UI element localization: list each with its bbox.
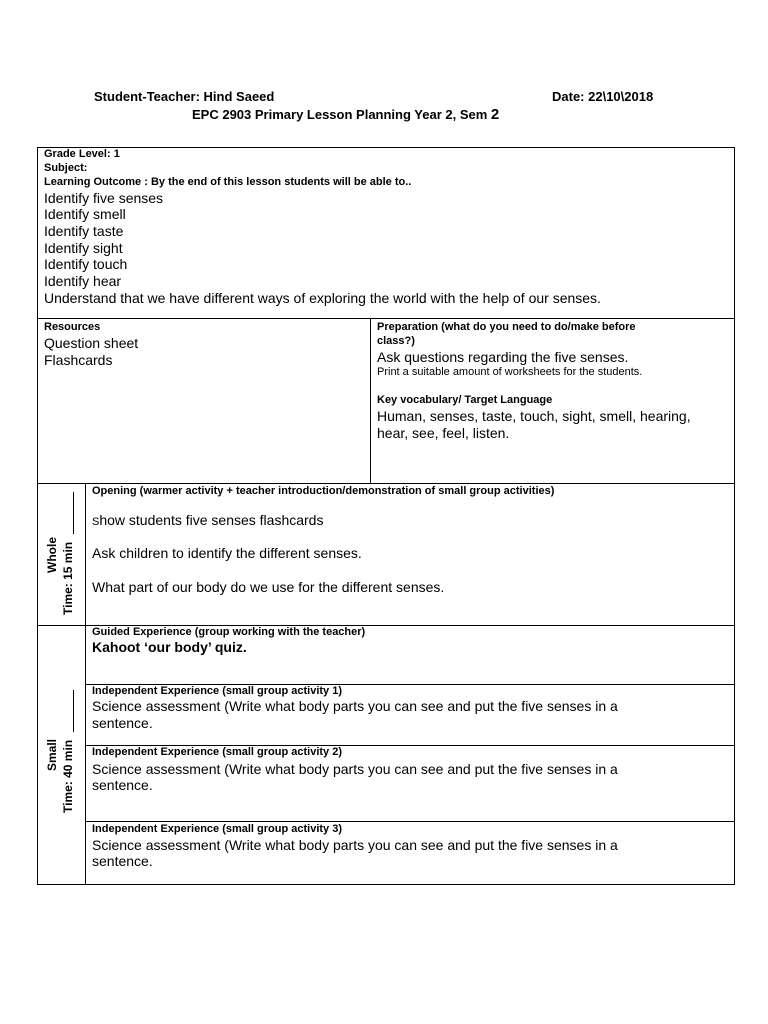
independent-text-1-cont: sentence. [92, 715, 153, 731]
independent-text-1: Science assessment (Write what body parts you can see and put the five senses in a [92, 698, 618, 714]
small-time-underline [73, 690, 74, 732]
independent-heading-1: Independent Experience (small group activity 1) [92, 685, 343, 697]
preparation-heading: Preparation (what do you need to do/make before [377, 321, 636, 333]
independent-text-3: Science assessment (Write what body parts you can see and put the five senses in a [92, 837, 618, 853]
opening-line: Ask children to identify the different senses. [92, 545, 362, 561]
guided-heading: Guided Experience (group working with the teacher) [92, 626, 366, 638]
grade-level: Grade Level: 1 [44, 148, 120, 160]
learning-outcome-label: Learning Outcome : By the end of this lesson students will be able to.. [44, 176, 412, 188]
preparation-line-small: Print a suitable amount of worksheets for the students. [377, 366, 643, 378]
opening-time-label: Time: 15 min [61, 541, 75, 615]
vocabulary-line: hear, see, feel, listen. [377, 425, 510, 441]
opening-heading: Opening (warmer activity + teacher introduction/demonstration of small group activities) [92, 485, 555, 497]
page-title-main: EPC 2903 Primary Lesson Planning Year 2, Sem [192, 107, 488, 122]
opening-line-rest: how students five senses flashcards [99, 512, 324, 528]
outcome-item: Identify touch [44, 256, 128, 272]
opening-line [92, 512, 323, 531]
outcome-item: Identify hear [44, 273, 122, 289]
page-title-sem: 2 [490, 106, 500, 123]
resource-item: Flashcards [44, 352, 113, 368]
independent-text-2: Science assessment (Write what body parts you can see and put the five senses in a [92, 761, 618, 777]
page-title [192, 106, 499, 123]
outcome-item: Identify taste [44, 223, 124, 239]
guided-text: Kahoot ‘our body’ quiz. [92, 639, 247, 655]
small-time-label: Time: 40 min [61, 739, 75, 813]
subject-label: Subject: [44, 162, 88, 174]
opening-line: What part of our body do we use for the different senses. [92, 579, 445, 595]
independent-heading-3: Independent Experience (small group activity 3) [92, 823, 343, 835]
independent-text-2-cont: sentence. [92, 777, 153, 793]
outcome-item: Identify five senses [44, 190, 164, 206]
opening-line-first-letter: S [92, 516, 100, 528]
outcome-item: Identify sight [44, 240, 123, 256]
student-teacher-label: Student-Teacher: Hind Saeed [94, 89, 275, 104]
opening-time-underline [73, 492, 74, 534]
vocabulary-line: Human, senses, taste, touch, sight, smell, hearing, [377, 408, 691, 424]
preparation-line: Ask questions regarding the five senses. [377, 349, 629, 365]
opening-group-label: Whole [45, 537, 59, 573]
resources-heading: Resources [44, 321, 101, 333]
independent-heading-2: Independent Experience (small group activity 2) [92, 746, 343, 758]
resource-item: Question sheet [44, 335, 139, 351]
independent-text-3-cont: sentence. [92, 853, 153, 869]
vocabulary-heading: Key vocabulary/ Target Language [377, 394, 553, 406]
outcome-item: Understand that we have different ways of exploring the world with the help of our senses. [44, 290, 601, 306]
small-group-label: Small [45, 738, 59, 771]
date-label: Date: 22\10\2018 [552, 89, 654, 104]
outcome-item: Identify smell [44, 206, 126, 222]
preparation-heading-cont: class?) [377, 335, 415, 347]
